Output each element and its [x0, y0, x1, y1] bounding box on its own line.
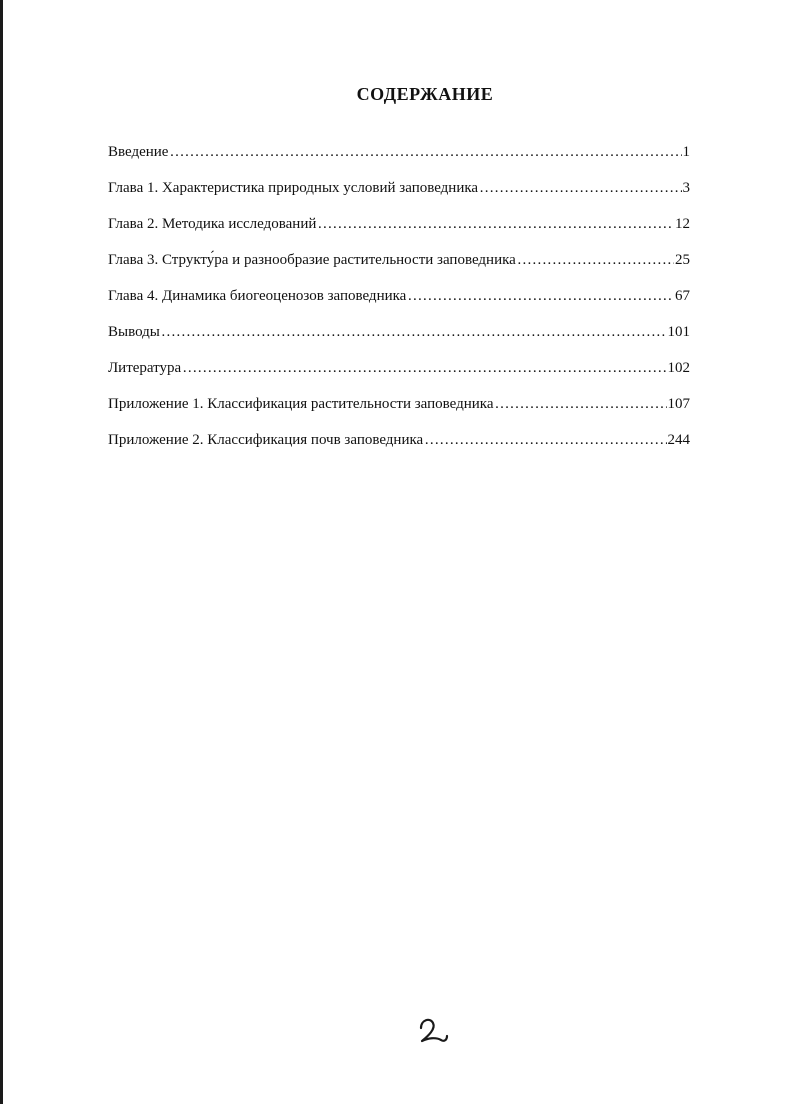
toc-entry-label: Глава 2. Методика исследований — [108, 216, 317, 232]
toc-entry-page: 244 — [667, 432, 690, 448]
toc-entry-page: 25 — [675, 252, 690, 268]
scan-edge-shadow — [0, 0, 3, 1104]
toc-dot-leader — [424, 428, 666, 452]
toc-entry-label: Литература — [108, 360, 182, 376]
toc-entry-page: 107 — [667, 396, 690, 412]
toc-entry[interactable] — [108, 248, 690, 284]
toc-entry-label: Приложение 1. Классификация растительности заповедника — [108, 396, 494, 412]
table-of-contents — [108, 140, 690, 464]
toc-entry[interactable] — [108, 356, 690, 392]
toc-entry[interactable] — [108, 320, 690, 356]
toc-dot-leader — [169, 140, 681, 164]
toc-dot-leader — [182, 356, 666, 380]
page-title: СОДЕРЖАНИЕ — [356, 84, 494, 104]
handwritten-page-number — [414, 1012, 454, 1048]
toc-entry-page: 101 — [667, 324, 690, 340]
toc-entry-label: Глава 4. Динамика биогеоценозов заповедника — [108, 288, 407, 304]
toc-entry-page: 67 — [675, 288, 690, 304]
toc-dot-leader — [495, 392, 667, 416]
toc-dot-leader — [479, 176, 681, 200]
toc-dot-leader — [317, 212, 674, 236]
toc-entry-page: 102 — [667, 360, 690, 376]
toc-dot-leader — [407, 284, 674, 308]
toc-entry-label: Приложение 2. Классификация почв заповедника — [108, 432, 424, 448]
toc-entry-page: 1 — [682, 144, 690, 160]
toc-entry-label: Выводы — [108, 324, 160, 340]
toc-entry-page: 12 — [675, 216, 690, 232]
handwritten-digit-stroke — [421, 1020, 447, 1041]
toc-entry[interactable] — [108, 392, 690, 428]
toc-entry[interactable] — [108, 284, 690, 320]
toc-entry-label: Введение — [108, 144, 169, 160]
toc-entry-label: Глава 1. Характеристика природных условий заповедника — [108, 180, 479, 196]
toc-dot-leader — [161, 320, 667, 344]
toc-entry[interactable] — [108, 176, 690, 212]
toc-dot-leader — [517, 248, 674, 272]
toc-entry[interactable] — [108, 212, 690, 248]
toc-entry-page: 3 — [682, 180, 690, 196]
toc-entry[interactable] — [108, 140, 690, 176]
toc-entry-label: Глава 3. Структу́ра и разнообразие растительности заповедника — [108, 252, 516, 268]
toc-entry[interactable] — [108, 428, 690, 464]
